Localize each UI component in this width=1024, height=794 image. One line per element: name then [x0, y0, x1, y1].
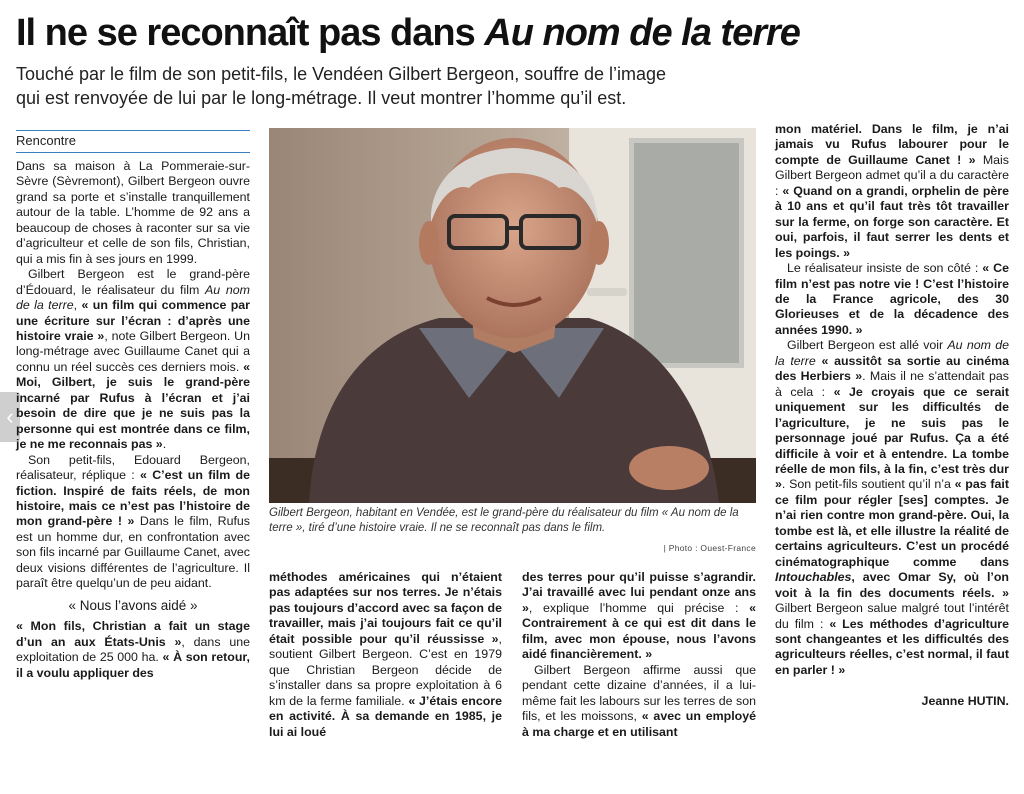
headline-roman: Il ne se reconnaît pas dans: [16, 12, 485, 54]
article-column-3: [522, 570, 756, 740]
quote: « un film qui commence par une écriture sur l’écran : d’après une histoire vraie »: [16, 298, 251, 343]
portrait-image: [269, 128, 756, 503]
paragraph: « Mon fils, Christian a fait un stage d’un an aux États-Unis », dans une exploitation de 25 000 ha. « À son retour, il a voulu appliquer des: [16, 619, 250, 680]
quote: des terres pour qu’il puisse s’agrandir. J’ai travaillé avec lui pendant onze ans »: [522, 570, 756, 615]
paragraph: méthodes américaines qui n’étaient pas adaptées sur nos terres. Je n’étais pas toujours d’accord avec sa façon de travailler, mais j’ai toujours fait ce qu’il était possible pour qu’il réussisse », soutient Gilbert Bergeon. C’est en 1979 que Christian Bergeon décide de s’installer dans sa propre exploitation à 6 km de la ferme familiale. « J’étais encore en activité. À sa demande en 1985, je lui ai loué: [269, 570, 502, 739]
standfirst-line-1: Touché par le film de son petit-fils, le Vendéen Gilbert Bergeon, souffre de l’image: [16, 64, 667, 84]
paragraph: Son petit-fils, Edouard Bergeon, réalisateur, réplique : « C’est un film de fiction. Inspiré de faits réels, de mon histoire, mais ce n’est pas l’histoire de mon grand-père ! » Dans le film, Rufus est un homme dur, en confrontation avec son fils incarné par Guillaume Canet, avec deux visions différentes de l’agriculture. Il paraît être quelqu’un de peu aidant.: [16, 452, 251, 591]
quote: « Ce film n’est pas notre vie ! C’est l’histoire de la France agricole, des 30 Glorieuses et de la décadence des années 1990. »: [775, 261, 1009, 337]
paragraph: Gilbert Bergeon est allé voir Au nom de la terre « aussitôt sa sortie au cinéma des Herbiers ». Mais il ne s’attendait pas à cela : « Je croyais que ce serait uniquement sur les difficultés de l’agriculture, je ne suis pas le personnage joué par Rufus. Ça a été difficile à voir et à entendre. La tombe réelle de mon fils, à la fin, c’est très dur ». Son petit-fils soutient qu’il n’a « pas fait ce film pour régler [ses] comptes. Je n’ai rien contre mon grand-père. Oui, la tombe est là, et elle illustre la réalité de certains agriculteurs. C’est un procédé cinématographique comme dans Intouchables, avec Omar Sy, où l’on voit à la fin des documents réels. » Gilbert Bergeon salue malgré tout l’intérêt du film : « Les méthodes d’agriculture sont changeantes et les difficultés des agriculteurs réelles, c’est normal, il faut en parler ! »: [775, 338, 1009, 677]
subheading: « Nous l’avons aidé »: [68, 597, 198, 613]
section-kicker: Rencontre: [16, 130, 250, 153]
quote: « J’étais encore en activité. À sa demande en 1985, je lui ai loué: [269, 693, 502, 739]
quote: « avec un employé à ma charge et en utilisant: [522, 709, 756, 739]
quote: « Les méthodes d’agriculture sont changeantes et les difficultés des agriculteurs réelles, c’est normal, il faut en parler ! »: [775, 616, 1009, 677]
paragraph: des terres pour qu’il puisse s’agrandir. J’ai travaillé avec lui pendant onze ans », explique l’homme qui précise : « Contrairement à ce qui est dit dans le film, avec mon épouse, nous l’avons aidé financièrement. »: [522, 570, 756, 662]
photo-caption: Gilbert Bergeon, habitant en Vendée, est le grand-père du réalisateur du film « Au nom de la terre », tiré d’une histoire vraie. Il ne se reconnaît pas dans le film.: [269, 507, 739, 534]
quote: « Mon fils, Christian a fait un stage d’un an aux États-Unis »: [16, 619, 250, 649]
quote: mon matériel. Dans le film, je n’ai jamais vu Rufus labourer pour le compte de Guillaume Canet ! »: [775, 122, 1009, 167]
film-title: Intouchables: [775, 570, 852, 585]
film-title: Au nom de la terre: [16, 282, 250, 313]
quote: « À son retour, il a voulu appliquer des: [16, 650, 250, 680]
quote: « aussitôt sa sortie au cinéma des Herbiers »: [775, 353, 1009, 384]
paragraph: Gilbert Bergeon est le grand-père d’Édouard, le réalisateur du film Au nom de la terre, « un film qui commence par une écriture sur l’écran : d’après une histoire vraie », note Gilbert Bergeon. Un long-métrage avec Guillaume Canet qui a connu un réel succès ces derniers mois. « Moi, Gilbert, je suis le grand-père incarné par Rufus à l’écran et j’ai besoin de dire que je ne suis pas la personne qui est montrée dans ce film, je ne me reconnais pas ».: [16, 267, 251, 452]
paragraph: Le réalisateur insiste de son côté : « Ce film n’est pas notre vie ! C’est l’histoire de la France agricole, des 30 Glorieuses et de la décadence des années 1990. »: [775, 261, 1009, 337]
quote: « Quand on a grandi, orphelin de père à 10 ans et qu’il faut très tôt travailler sur la ferme, on forge son caractère. Et oui, parfois, il faut serrer les dents et les poings. »: [775, 183, 1010, 260]
paragraph: Gilbert Bergeon affirme aussi que pendant cette dizaine d’années, il a lui-même fait les labours sur les terres de son fils, et les moissons, « avec un employé à ma charge et en utilisant: [522, 662, 756, 739]
standfirst-line-2: qui est renvoyée de lui par le long-métrage. Il veut montrer l’homme qu’il est.: [16, 88, 627, 108]
quote: « Contrairement à ce qui est dit dans le film, avec mon épouse, nous l’avons aidé financièrement. »: [522, 600, 756, 662]
quote: « Moi, Gilbert, je suis le grand-père incarné par Rufus à l’écran et j’ai besoin de dire que je ne suis pas la personne qui est montrée dans ce film, je ne me reconnais pas »: [16, 359, 250, 452]
quote: « C’est un film de fiction. Inspiré de faits réels, de mon histoire, mais ce n’est pas l’histoire de mon grand-père ! »: [16, 468, 250, 529]
photo-credit: | Photo : Ouest-France: [663, 543, 756, 553]
quote: « pas fait ce film pour régler [ses] comptes. Je n’ai rien contre mon grand-père. Oui, la tombe est là, et elle illustre la réalité de certains agriculteurs. C’est un procédé cinématographique comme dans Intouchables, avec Omar Sy, où l’on voit à la fin des documents réels. »: [775, 477, 1009, 600]
quote: méthodes américaines qui n’étaient pas adaptées sur nos terres. Je n’étais pas toujours d’accord avec sa façon de travailler, mais j’ai toujours fait ce qu’il était possible pour qu’il réussisse »: [269, 570, 502, 646]
headline: [16, 10, 1016, 56]
previous-page-arrow-icon[interactable]: ‹: [0, 392, 20, 442]
author-signature: Jeanne HUTIN.: [921, 694, 1009, 709]
standfirst: [16, 62, 1016, 110]
article-column-2: [269, 570, 502, 740]
film-title: Au nom de la terre: [775, 338, 1009, 368]
article-column-4: [775, 122, 1009, 710]
paragraph: Dans sa maison à La Pommeraie-sur-Sèvre (Sèvremont), Gilbert Bergeon ouvre grand sa porte et s’installe tranquillement autour de la table. L’homme de 92 ans a beaucoup de choses à raconter sur sa vie d’agriculteur et celle de son fils, Christian, qui a mis fin à ses jours en 1999.: [16, 159, 250, 266]
paragraph: mon matériel. Dans le film, je n’ai jamais vu Rufus labourer pour le compte de Guillaume Canet ! » Mais Gilbert Bergeon admet qu’il a du caractère : « Quand on a grandi, orphelin de père à 10 ans et qu’il faut très tôt travailler sur la ferme, on forge son caractère. Et oui, parfois, il faut serrer les dents et les poings. »: [775, 122, 1010, 260]
quote: « Je croyais que ce serait uniquement sur les difficultés de l’agriculture, je ne suis pas le personnage joué par Rufus. Ça a été difficile à voir et à entendre. La tombe réelle de mon fils, à la fin, c’est très dur »: [775, 384, 1009, 492]
article-photo: [269, 128, 756, 503]
article-column-1: [16, 130, 250, 681]
headline-film-title: Au nom de la terre: [484, 12, 800, 54]
